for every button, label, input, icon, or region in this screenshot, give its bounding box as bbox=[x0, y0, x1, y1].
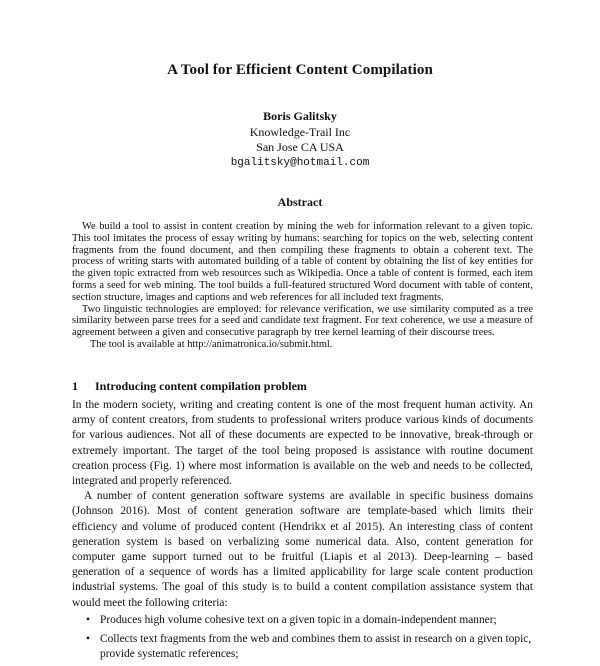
section-number: 1 bbox=[72, 379, 78, 393]
section-title: Introducing content compilation problem bbox=[95, 379, 307, 393]
criteria-list bbox=[72, 613, 533, 663]
list-item bbox=[72, 632, 533, 662]
section-body bbox=[72, 398, 533, 666]
list-item-text: Collects text fragments from the web and combines them to assist in research on a given topic, provide systematic references; bbox=[100, 633, 532, 661]
abstract-tool-link: The tool is available at http://animatronica.io/submit.html. bbox=[90, 338, 333, 350]
section-heading bbox=[72, 379, 307, 394]
body-paragraph: In the modern society, writing and creating content is one of the most frequent human activity. An army of content creators, from students to professional writers produce various kinds of documents for various audiences. Not all of these documents are expected to be innovative, break-through or extremely important. The target of the tool being proposed is assistance with routine document creation process (Fig. 1) where most information is available on the web and needs to be collected, integrated and properly referenced. bbox=[72, 399, 533, 488]
abstract-paragraph: We build a tool to assist in content creation by mining the web for information relevant to a given topic. This tool imitates the process of essay writing by humans: searching for topics on the web, selecting content fragments from the found document, and then compiling these fragments to obtain a coherent text. The process of writing starts with automated building of a table of content by obtaining the list of key entities for the given topic extracted from web resources such as Wikipedia. Once a table of content is formed, each item forms a seed for web mining. The tool builds a full-featured structured Word document with table of content, section structure, images and captions and web references for all included text fragments. bbox=[72, 221, 533, 303]
list-item-text: Produces high volume cohesive text on a given topic in a domain-independent manner; bbox=[100, 613, 497, 626]
abstract-body bbox=[72, 221, 533, 351]
abstract-heading: Abstract bbox=[277, 195, 323, 209]
author-block bbox=[0, 109, 600, 171]
author-location: San Jose CA USA bbox=[256, 140, 344, 154]
abstract-paragraph: Two linguistic technologies are employed: for relevance verification, we use similarity computed as a tree similarity between parse trees for a seed and candidate text fragment. For text coherence, we use a measure of agreement between a given and consecutive paragraph by tree kernel learning of their discourse trees. bbox=[72, 303, 533, 339]
paper-title: A Tool for Efficient Content Compilation bbox=[167, 62, 433, 78]
list-item bbox=[72, 613, 533, 628]
bullet-marker: • bbox=[86, 613, 90, 626]
author-name: Boris Galitsky bbox=[263, 109, 337, 123]
author-email: bgalitsky@hotmail.com bbox=[230, 156, 370, 169]
bullet-marker: • bbox=[86, 633, 90, 646]
author-affiliation: Knowledge-Trail Inc bbox=[249, 124, 351, 139]
body-paragraph: A number of content generation software systems are available in specific business domains (Johnson 2016). Most of content generation software are template-based which limits their efficiency and volume of produced content (Hendrikx et al 2015). An interesting class of content generation system is based on verbalizing some numerical data. Also, content generation for computer game support turned out to be fruitful (Liapis et al 2013). Deep-learning – based generation of a sequence of words has a limited applicability for large scale content production industrial systems. The goal of this study is to build a content compilation assistance system that would meet the following criteria: bbox=[72, 490, 533, 609]
